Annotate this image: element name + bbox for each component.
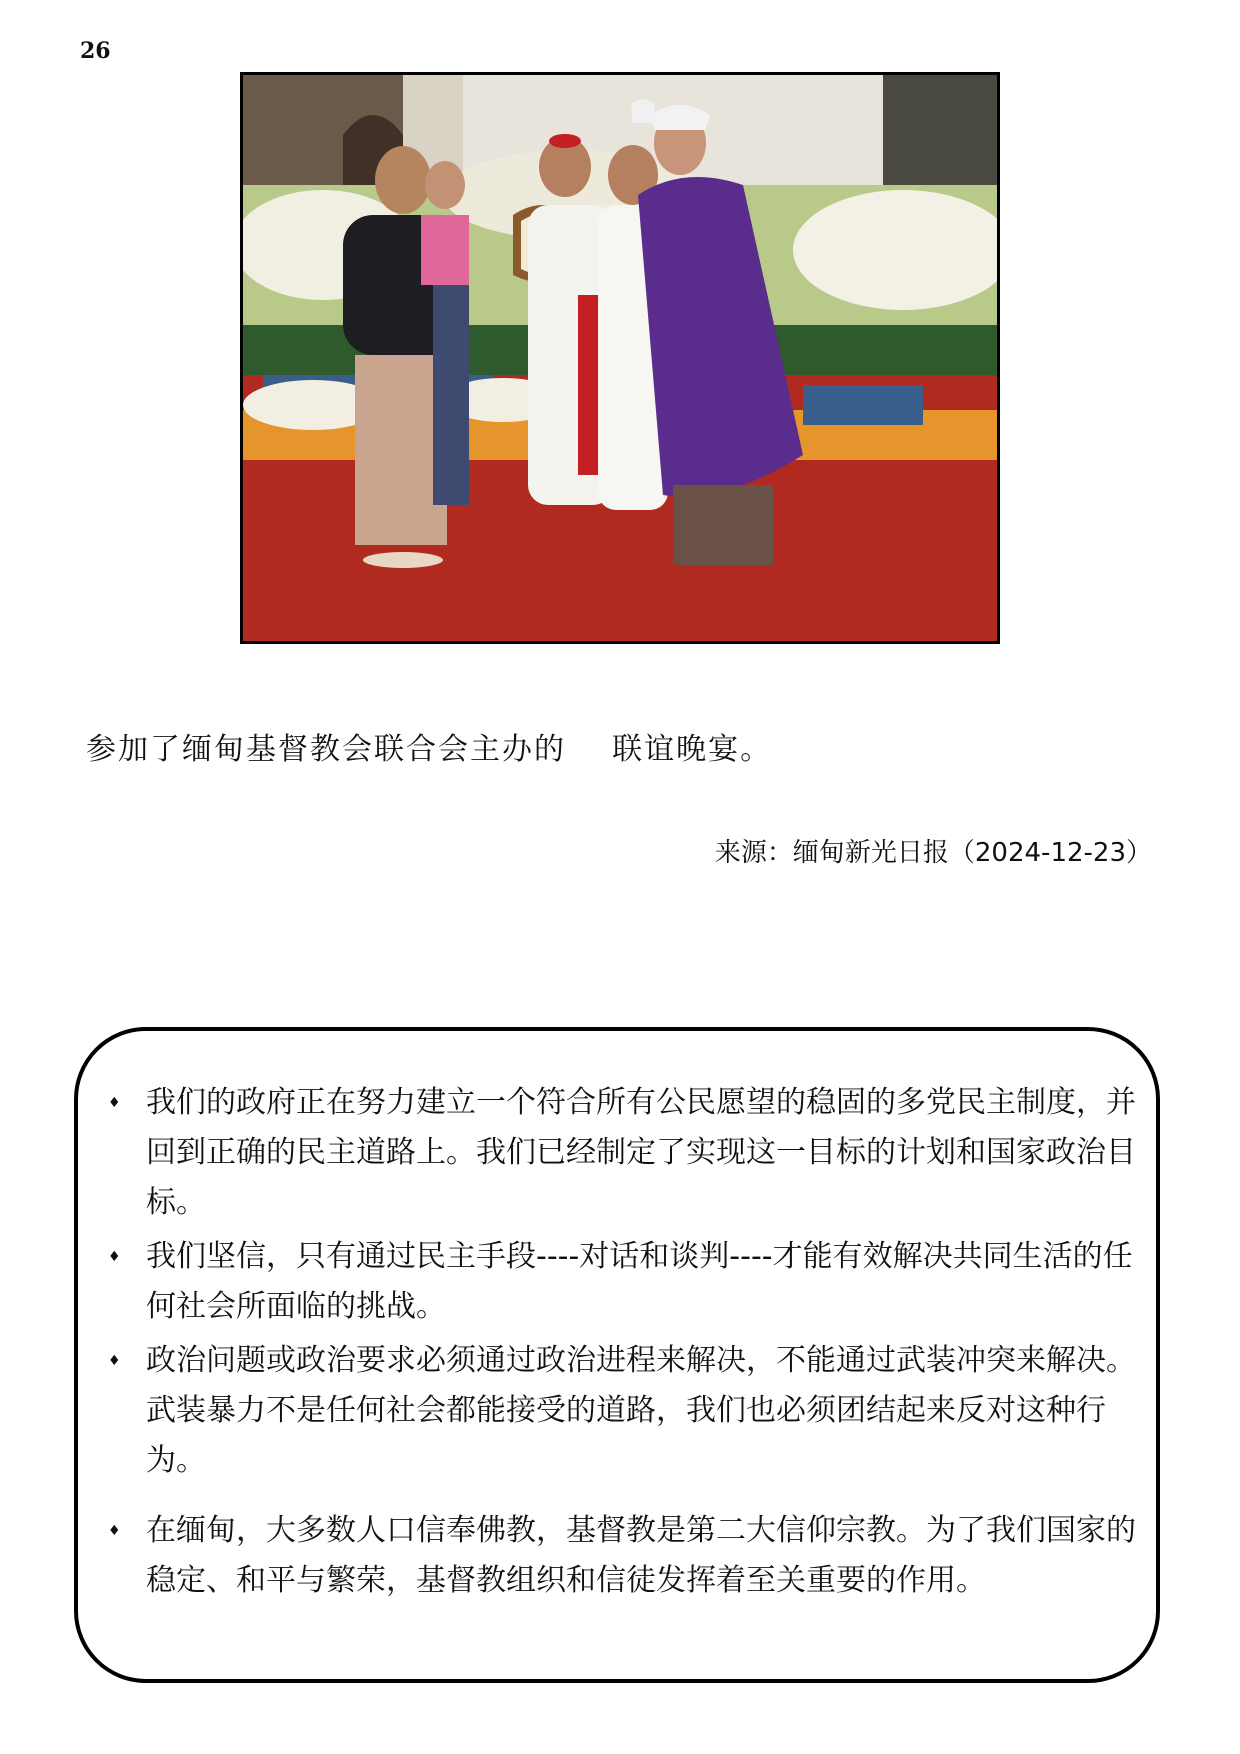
- key-point: [100, 1232, 1140, 1332]
- diamond-bullet-icon: ♦: [108, 1523, 121, 1539]
- key-point-text: 政治问题或政治要求必须通过政治进程来解决，不能通过武装冲突来解决。武装暴力不是任何社会都能接受的道路，我们也必须团结起来反对这种行为。: [146, 1343, 1136, 1478]
- key-point-text: 在缅甸，大多数人口信奉佛教，基督教是第二大信仰宗教。为了我们国家的稳定、和平与繁荣，基督教组织和信徒发挥着至关重要的作用。: [146, 1513, 1136, 1598]
- key-point-text: 我们的政府正在努力建立一个符合所有公民愿望的稳固的多党民主制度，并回到正确的民主道路上。我们已经制定了实现这一目标的计划和国家政治目标。: [146, 1085, 1136, 1220]
- source-credit: 来源：缅甸新光日报（2024-12-23）: [714, 838, 1152, 868]
- page-number: 26: [80, 38, 111, 64]
- key-point: [100, 1078, 1140, 1228]
- diamond-bullet-icon: ♦: [108, 1095, 121, 1111]
- diamond-bullet-icon: ♦: [108, 1249, 121, 1265]
- key-points-list: [100, 1078, 1140, 1610]
- key-point: [100, 1336, 1140, 1486]
- key-point: [100, 1506, 1140, 1606]
- photo-caption: 参加了缅甸基督教会联合会主办的 联谊晚宴。: [86, 732, 773, 767]
- ceremony-photo: [240, 72, 1000, 644]
- diamond-bullet-icon: ♦: [108, 1353, 121, 1369]
- photo-illustration: [243, 75, 997, 641]
- key-point-text: 我们坚信，只有通过民主手段----对话和谈判----才能有效解决共同生活的任何社会所面临的挑战。: [146, 1239, 1133, 1324]
